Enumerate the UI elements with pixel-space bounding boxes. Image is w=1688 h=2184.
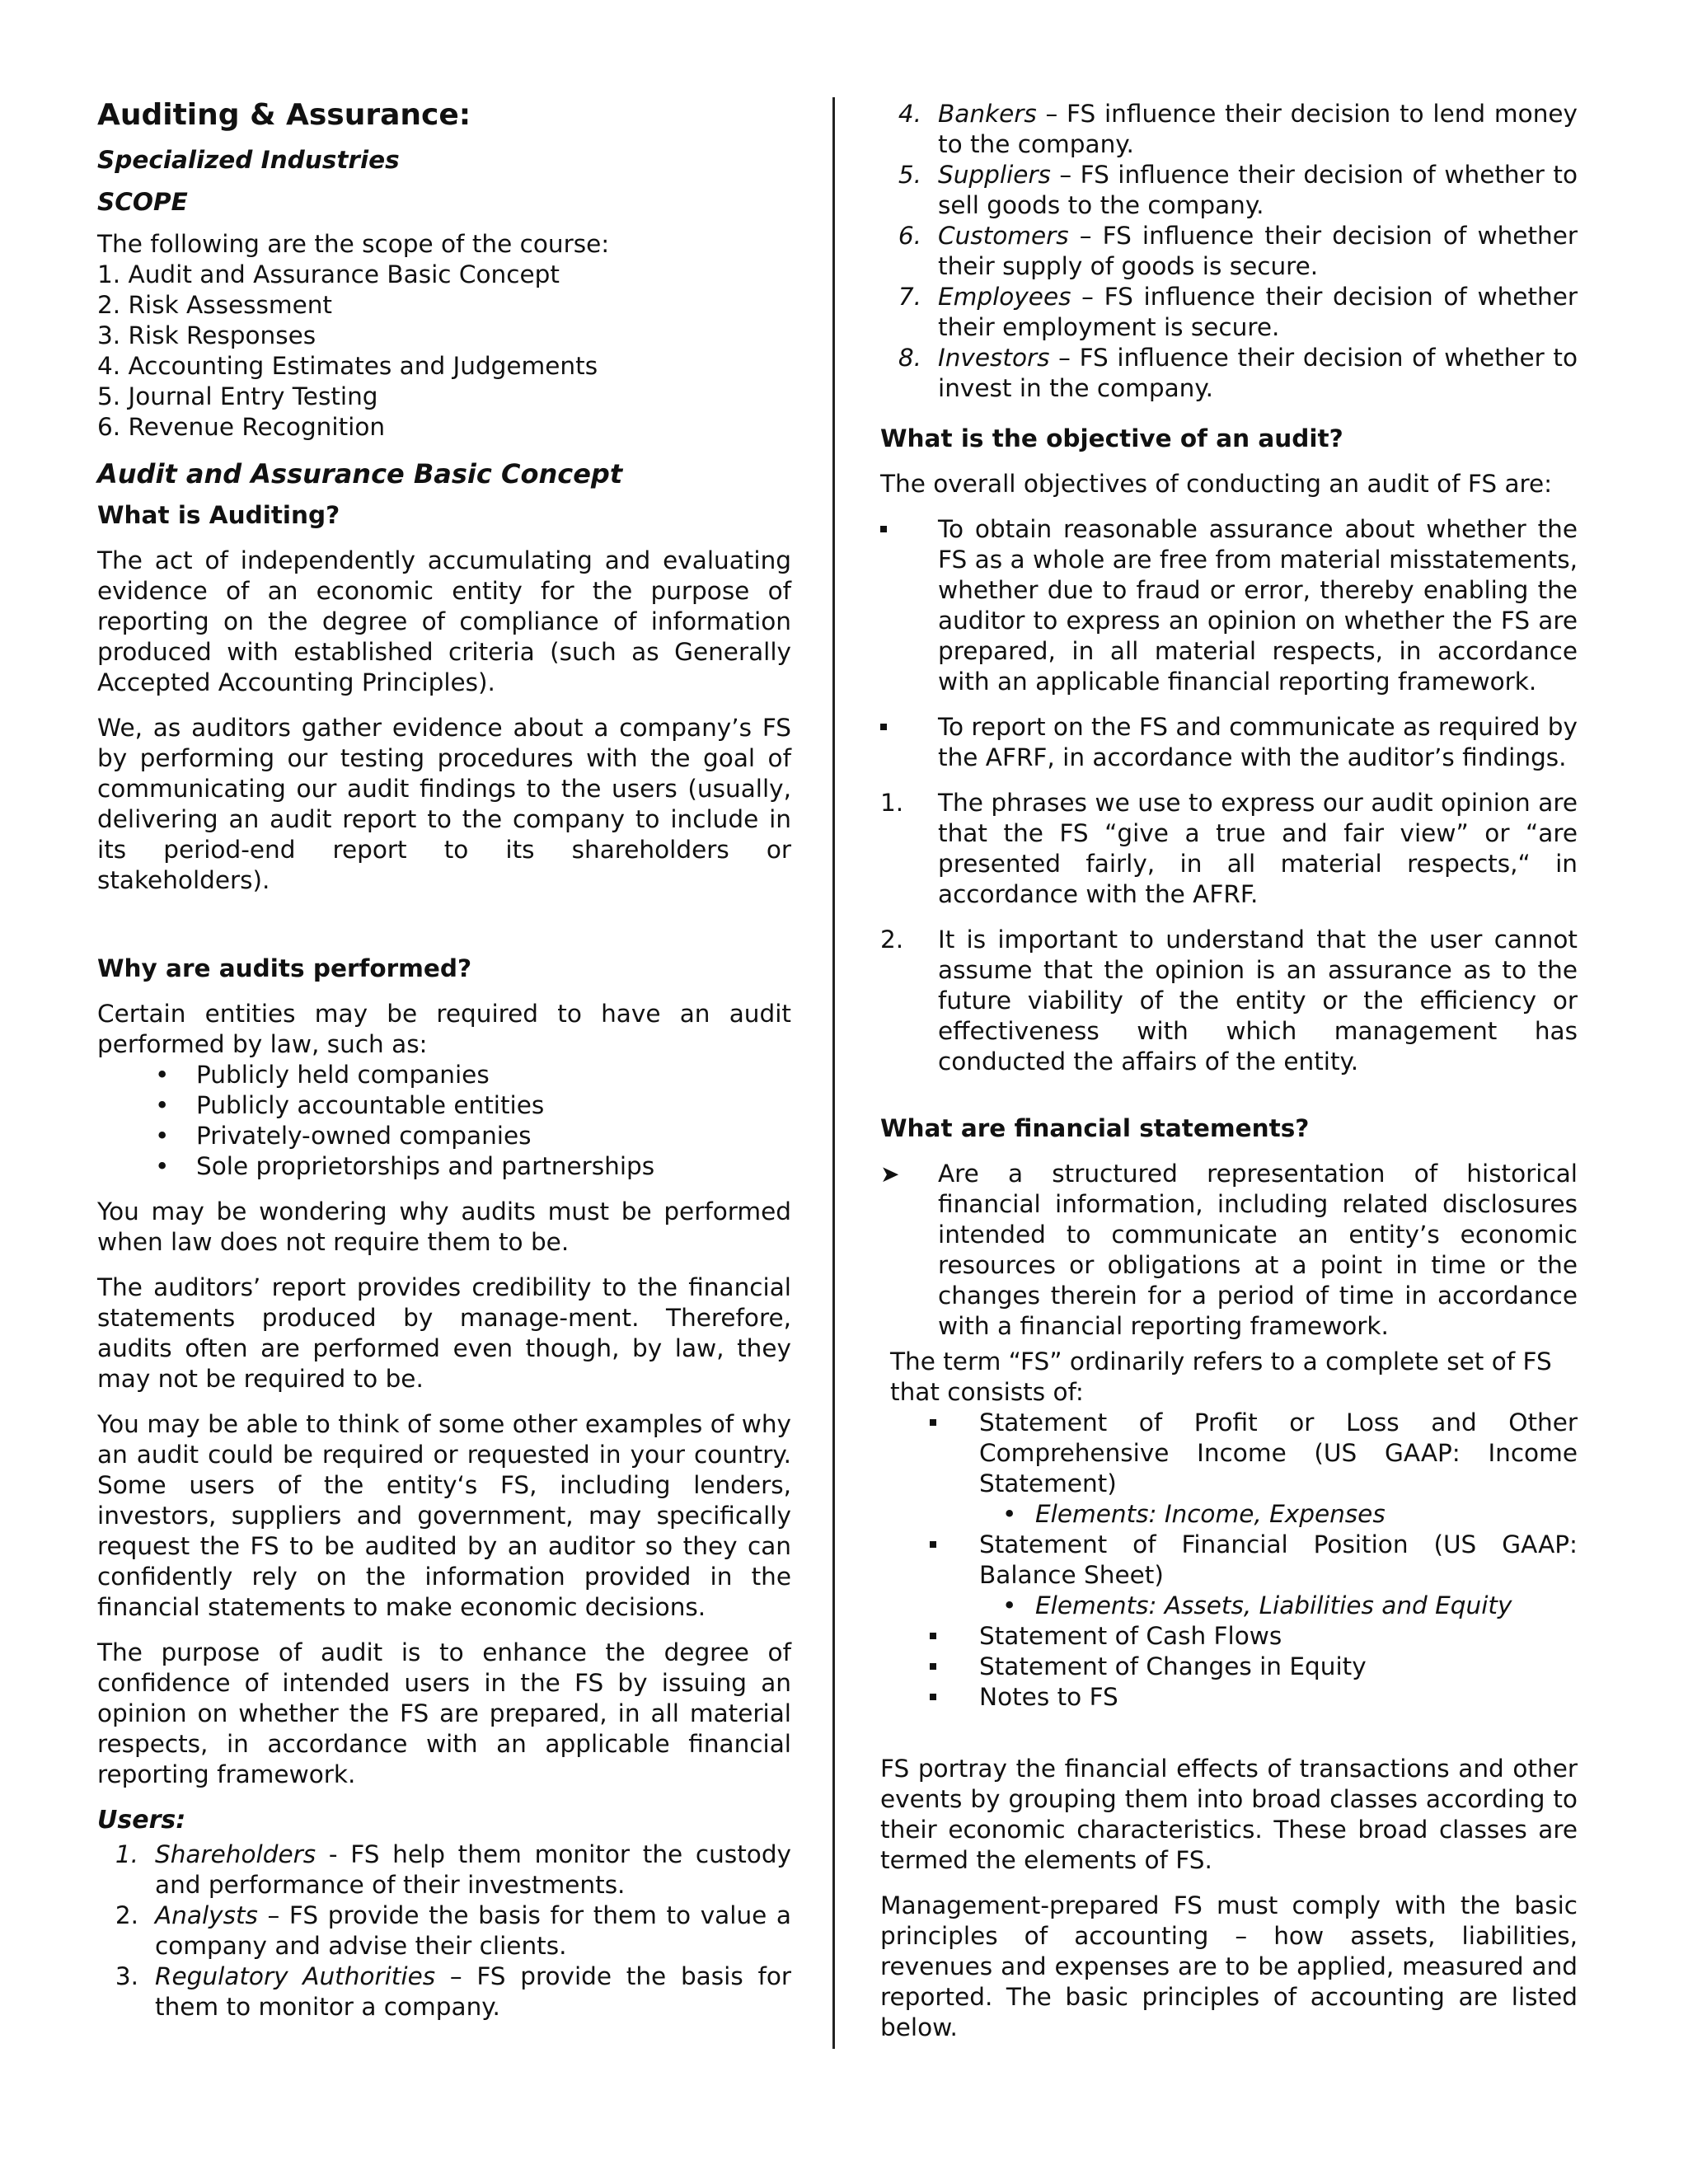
square-bullet-icon <box>930 1652 936 1682</box>
scope-list <box>97 260 791 443</box>
objective-bullets <box>880 514 1578 773</box>
objective-heading: What is the objective of an audit? <box>880 424 1343 452</box>
spacer <box>880 1092 1578 1113</box>
left-column <box>97 97 791 2022</box>
why-paragraph: You may be wondering why audits must be performed when law does not require them to be. <box>97 1197 791 1256</box>
scope-item: 6. Revenue Recognition <box>97 413 386 441</box>
why-audits-heading: Why are audits performed? <box>97 954 472 982</box>
list-item: 8. Investors – FS influence their decision of whether to invest in the company. <box>898 344 1578 402</box>
list-item: To report on the FS and communicate as required by the AFRF, in accordance with the auditor’s findings. <box>880 712 1578 773</box>
why-block <box>97 999 791 1182</box>
scope-block <box>97 229 791 443</box>
entity-list <box>97 1060 791 1182</box>
list-item: Statement of Financial Position (US GAAP: Balance Sheet) <box>880 1530 1578 1591</box>
list-item: • Elements: Assets, Liabilities and Equity <box>1002 1591 1512 1619</box>
arrow-bullet-icon: ➤ <box>880 1160 900 1188</box>
bullet-dot-icon: • <box>155 1091 170 1119</box>
list-item: • Privately-owned companies <box>155 1122 532 1150</box>
document-subtitle: Specialized Industries <box>97 146 400 174</box>
elements-list <box>880 1499 1578 1530</box>
list-item: 7. Employees – FS influence their decision of whether their employment is secure. <box>898 283 1578 341</box>
auditing-paragraph: The act of independently accumulating and evaluating evidence of an economic entity for the purpose of reporting on the degree of compliance of information produced with established criteria (such as Generally Accepted Accounting Principles). <box>97 546 791 696</box>
why-paragraph: The auditors’ report provides credibility to the financial statements produced by manage-ment. Therefore, audits often are performed even though, by law, they may not be required to be. <box>97 1273 791 1393</box>
list-item: 1. The phrases we use to express our audit opinion are that the FS “give a true and fair view” or “are presented fairly, in all material respects,“ in accordance with the AFRF. <box>880 789 1578 908</box>
scope-item: 3. Risk Responses <box>97 321 316 349</box>
users-heading: Users: <box>97 1806 186 1835</box>
fs-heading: What are financial statements? <box>880 1114 1310 1142</box>
users-list-continued <box>880 99 1578 404</box>
list-item: • Sole proprietorships and partnerships <box>155 1152 655 1180</box>
fs-paragraph: FS portray the financial effects of transactions and other events by grouping them into broad classes according to their economic characteristics. These broad classes are termed the elements of FS. <box>880 1755 1578 1874</box>
scope-item: 1. Audit and Assurance Basic Concept <box>97 260 560 288</box>
list-item: 3. Regulatory Authorities – FS provide the basis for them to monitor a company. <box>115 1962 792 2021</box>
auditing-paragraph: We, as auditors gather evidence about a company’s FS by performing our testing procedures with the goal of communicating our audit findings to the users (usually, delivering an audit report to the company to include in its period-end report to its shareholders or stakeholders). <box>97 714 791 894</box>
square-bullet-icon <box>880 712 930 743</box>
square-bullet-icon <box>930 1408 936 1438</box>
right-column <box>880 99 1578 2058</box>
scope-intro: The following are the scope of the course: <box>97 230 610 258</box>
scope-item: 5. Journal Entry Testing <box>97 382 378 410</box>
list-item: • Publicly held companies <box>155 1061 490 1089</box>
square-bullet-icon <box>880 514 930 545</box>
list-item: 4. Bankers – FS influence their decision to lend money to the company. <box>898 100 1578 158</box>
scope-item: 4. Accounting Estimates and Judgements <box>97 352 598 380</box>
square-bullet-icon <box>930 1530 936 1560</box>
objective-numbered <box>880 788 1578 1077</box>
what-is-auditing-heading: What is Auditing? <box>97 501 340 529</box>
bullet-dot-icon: • <box>155 1122 170 1150</box>
list-item: 6. Customers – FS influence their decision of whether their supply of goods is secure. <box>898 222 1578 280</box>
list-item: 1. Shareholders - FS help them monitor the custody and performance of their investments. <box>115 1840 791 1899</box>
list-item: Notes to FS <box>880 1682 1578 1713</box>
spacer <box>880 1713 1578 1754</box>
objective-intro: The overall objectives of conducting an audit of FS are: <box>880 470 1553 498</box>
fs-components <box>880 1621 1578 1713</box>
spacer <box>97 911 791 954</box>
section-heading: Audit and Assurance Basic Concept <box>97 458 623 490</box>
list-item: Statement of Changes in Equity <box>880 1652 1578 1682</box>
list-item: 2. It is important to understand that the user cannot assume that the opinion is an assurance as to the future viability of the entity or the efficiency or effectiveness with which management has conducted the affairs of the entity. <box>880 926 1578 1076</box>
bullet-dot-icon: • <box>1002 1500 1017 1528</box>
list-item: To obtain reasonable assurance about whether the FS as a whole are free from material misstatements, whether due to fraud or error, thereby enabling the auditor to express an opinion on whether the FS are prepared, in all material respects, in accordance with an applicable financial reporting framework. <box>880 514 1578 697</box>
bullet-dot-icon: • <box>1002 1591 1017 1619</box>
users-list <box>97 1840 791 2022</box>
why-paragraph: You may be able to think of some other examples of why an audit could be required or requested in your country. Some users of the entity‘s FS, including lenders, investors, suppliers and government, may specifically request the FS to be audited by an auditor so they can confidently rely on the information provided in the financial statements to make economic decisions. <box>97 1410 791 1621</box>
list-item: Statement of Cash Flows <box>880 1621 1578 1652</box>
bullet-dot-icon: • <box>155 1152 170 1180</box>
scope-heading: SCOPE <box>97 188 188 216</box>
list-item: 5. Suppliers – FS influence their decision of whether to sell goods to the company. <box>898 161 1578 219</box>
list-item: Statement of Profit or Loss and Other Comprehensive Income (US GAAP: Income Statement) <box>880 1408 1578 1499</box>
fs-definition: ➤ Are a structured representation of historical financial information, including related disclosures intended to communicate an entity’s economic resources or obligations at a point in time or the changes therein for a period of time in accordance with a financial reporting framework. <box>880 1160 1578 1340</box>
fs-components <box>880 1408 1578 1499</box>
list-item: • Publicly accountable entities <box>155 1091 545 1119</box>
column-divider <box>832 97 835 2049</box>
square-bullet-icon <box>930 1682 936 1713</box>
square-bullet-icon <box>930 1621 936 1652</box>
fs-term-intro: The term “FS” ordinarily refers to a complete set of FS that consists of: <box>890 1347 1552 1406</box>
fs-components <box>880 1530 1578 1591</box>
why-paragraph: Certain entities may be required to have an audit performed by law, such as: <box>97 1000 791 1058</box>
list-item: 2. Analysts – FS provide the basis for them to value a company and advise their clients. <box>115 1901 791 1960</box>
list-item: • Elements: Income, Expenses <box>1002 1500 1386 1528</box>
scope-item: 2. Risk Assessment <box>97 291 333 319</box>
why-paragraph: The purpose of audit is to enhance the degree of confidence of intended users in the FS by issuing an opinion on whether the FS are prepared, in all material respects, in accordance with an applicable financial reporting framework. <box>97 1638 791 1788</box>
bullet-dot-icon: • <box>155 1061 170 1089</box>
elements-list <box>880 1591 1578 1621</box>
fs-paragraph: Management-prepared FS must comply with the basic principles of accounting – how assets, liabilities, revenues and expenses are to be applied, measured and reported. The basic principles of accounting are listed below. <box>880 1891 1578 2041</box>
document-title: Auditing & Assurance: <box>97 98 471 132</box>
